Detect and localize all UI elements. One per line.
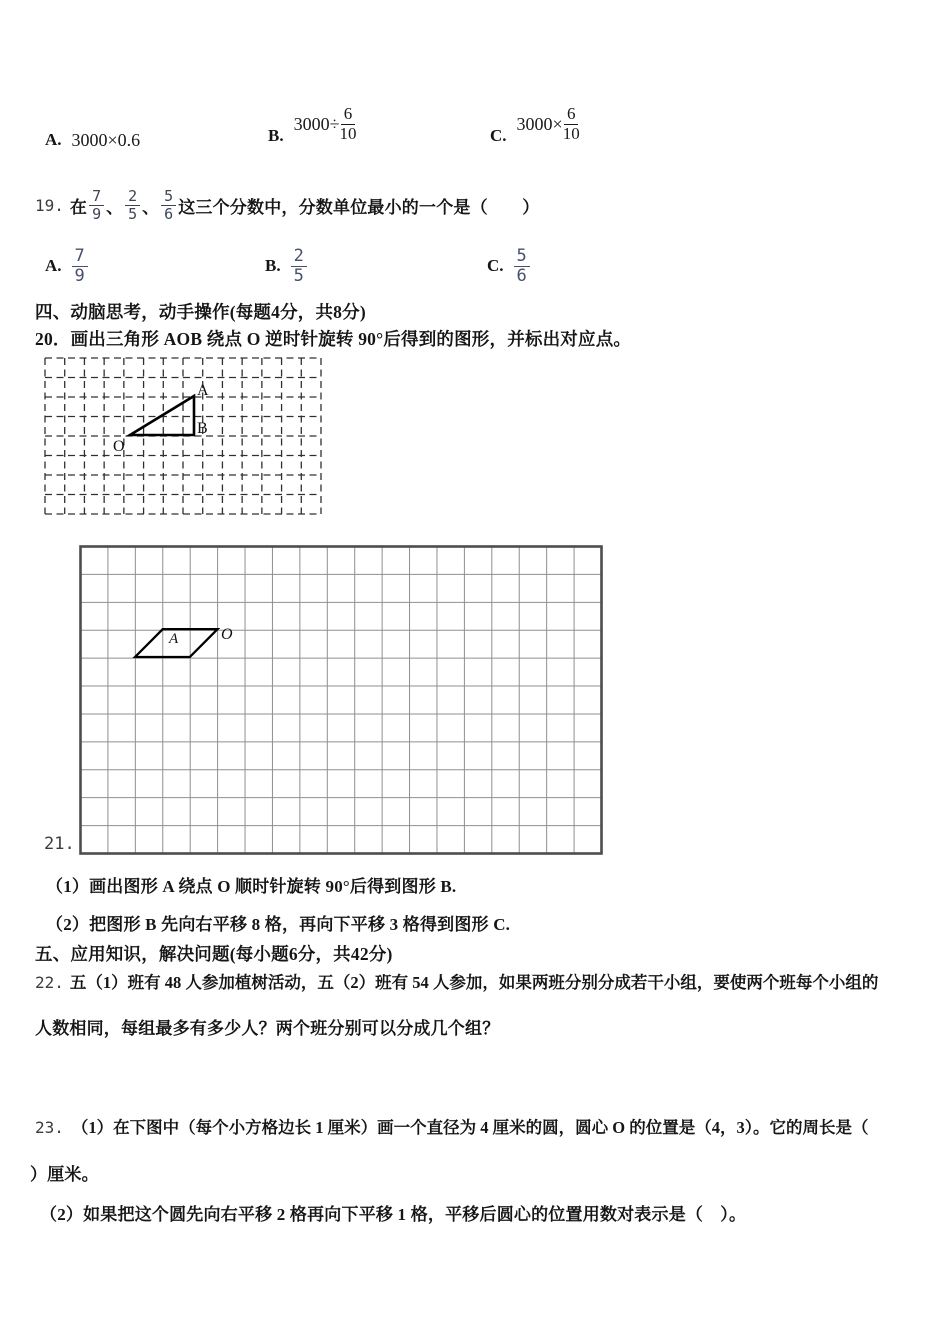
q19-option-a [45,240,88,292]
fraction-numerator: 2 [125,188,140,206]
option-letter: B. [268,126,284,145]
question-number: 23. [35,1118,64,1137]
q19-prefix: 在 [69,197,88,217]
section-5-header: 五、应用知识，解决问题(每小题6分，共42分) [35,944,393,964]
fraction-denominator: 5 [293,265,304,286]
question-number: 21. [44,834,75,854]
q19-suffix: 这三个分数中，分数单位最小的一个是（ ） [178,197,540,217]
grid-border [81,547,602,854]
fraction [125,188,140,222]
fraction [514,247,530,285]
center-label-o: O [221,626,233,643]
translation-grid-figure [79,545,603,855]
fraction-numerator: 5 [514,247,530,267]
fraction-denominator: 9 [92,204,102,223]
q18-option-c [490,96,580,152]
q22-stem-line2: 人数相同，每组最多有多少人？两个班分别可以分成几个组？ [35,1019,500,1038]
option-expression-prefix: 3000× [516,113,563,134]
separator: 、 [106,197,124,217]
option-letter: A. [45,256,62,275]
q21-part1: （1）画出图形 A 绕点 O 顺时针旋转 90°后得到图形 B. [46,877,457,896]
question-number: 22. [35,973,64,992]
fraction-numerator: 6 [341,105,356,125]
fraction-numerator: 6 [564,105,579,125]
fraction [72,247,88,285]
option-expression: 3000×0.6 [71,129,141,150]
q23-stem-line2: ）厘米。 [30,1165,99,1184]
q23-stem-line1 [35,1114,940,1138]
fraction [161,188,176,222]
shape-label-a: A [169,631,179,647]
question-number: 19. [35,195,64,215]
fraction-numerator: 2 [291,247,307,267]
fraction-denominator: 5 [128,204,138,223]
fraction-denominator: 10 [562,123,580,143]
fraction-denominator: 6 [516,265,527,286]
fraction-numerator: 5 [161,188,176,206]
q20-stem: 20．画出三角形 AOB 绕点 O 逆时针旋转 90°后得到的图形，并标出对应点。 [35,329,632,349]
vertex-label-b: B [197,420,208,437]
fraction-numerator: 7 [72,247,88,267]
option-letter: B. [265,256,281,275]
vertex-label-a: A [197,382,209,399]
fraction [291,247,307,285]
q22-stem-line1 [35,969,935,993]
fraction-denominator: 6 [164,204,174,223]
option-letter: C. [487,256,504,275]
q23-text-line1: （1）在下图中（每个小方格边长 1 厘米）画一个直径为 4 厘米的圆，圆心 O 的位置是（4，3）。它的周长是（ [71,1118,869,1137]
fraction [563,105,580,143]
vertex-label-o: O [113,438,125,455]
rotation-grid-figure [44,357,322,515]
separator: 、 [142,197,160,217]
q22-text-line1: 五（1）班有 48 人参加植树活动，五（2）班有 54 人参加，如果两班分别分成若干小组，要使两个班每个小组的 [69,973,879,992]
q18-option-a [45,120,140,160]
fraction-numerator: 7 [89,188,104,206]
option-letter: C. [490,126,507,145]
section-4-header: 四、动脑思考，动手操作(每题4分，共8分) [35,302,366,322]
fraction [339,105,356,143]
q19-option-b [265,240,307,292]
fraction [89,188,104,222]
q23-part2: （2）如果把这个圆先向右平移 2 格再向下平移 1 格，平移后圆心的位置用数对表示是（ ）。 [40,1205,747,1224]
q19-stem [35,182,539,228]
fraction-denominator: 9 [74,265,85,286]
triangle-aob-shape [130,396,194,435]
fraction-denominator: 10 [339,123,357,143]
q18-option-b [268,96,356,152]
q19-option-c [487,240,530,292]
q21-part2: （2）把图形 B 先向右平移 8 格，再向下平移 3 格得到图形 C. [46,915,511,934]
option-expression-prefix: 3000÷ [293,113,340,134]
option-letter: A. [45,130,62,149]
